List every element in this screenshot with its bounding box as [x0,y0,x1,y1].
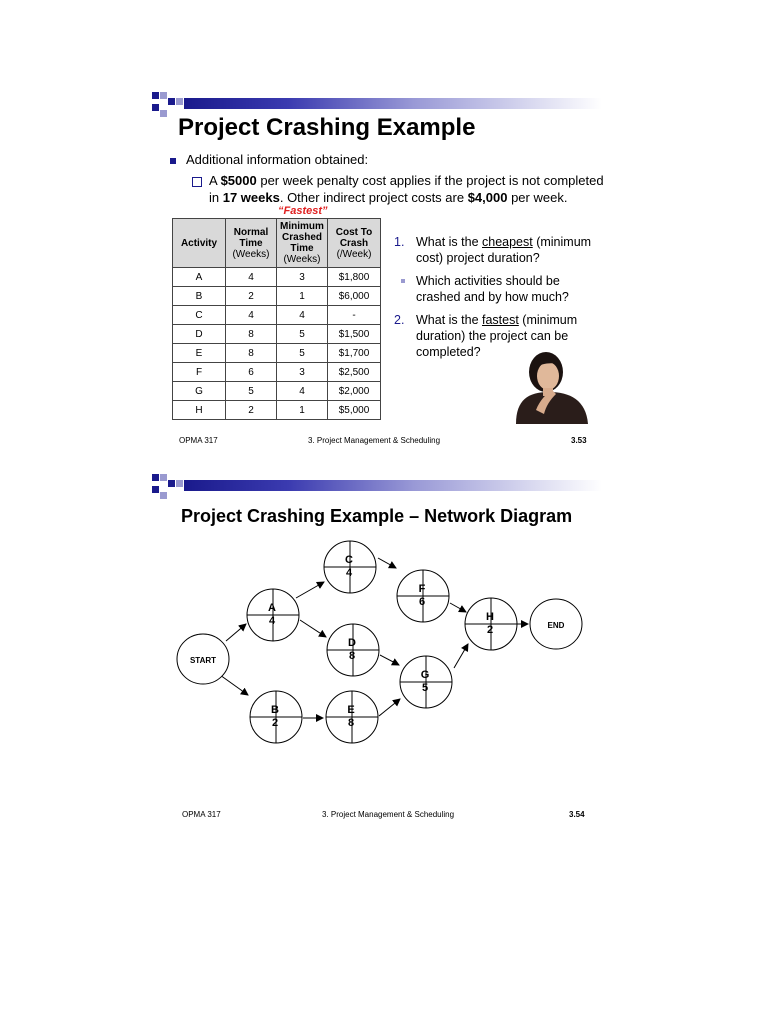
bullet-dot-icon [401,279,405,283]
header-normal-time: Normal Time (Weeks) [226,219,277,268]
header-cost-to-crash: Cost To Crash (/Week) [328,219,381,268]
header-decoration [148,474,610,500]
bullet-square-icon [170,158,176,164]
cell-cost: $1,800 [328,268,381,287]
cell-minimum: 5 [277,325,328,344]
cell-cost: $2,500 [328,363,381,382]
activity-node-d [327,624,379,676]
cell-minimum: 1 [277,401,328,420]
activity-node-c [324,541,376,593]
cell-activity: B [173,287,226,306]
cell-minimum: 3 [277,268,328,287]
cell-activity: F [173,363,226,382]
svg-text:5: 5 [421,682,429,694]
slide-3-54 [148,474,610,826]
cell-cost: $6,000 [328,287,381,306]
cell-normal: 2 [226,401,277,420]
cell-normal: 8 [226,344,277,363]
svg-text:8: 8 [347,717,355,729]
cell-normal: 4 [226,268,277,287]
cell-minimum: 4 [277,306,328,325]
table-row [173,344,381,363]
table-row [173,382,381,401]
footer-chapter: 3. Project Management & Scheduling [322,810,455,819]
activity-node-b [250,691,302,743]
cell-cost: - [328,306,381,325]
penalty-info-bullet: A $5000 per week penalty cost applies if the project is not completed in 17 weeks. Other indirect project costs are $4,000 per week. [192,172,612,206]
start-node [177,634,229,684]
svg-text:C: C [345,554,353,566]
footer-page-number: 3.53 [571,436,587,445]
svg-text:START: START [189,656,217,665]
table-row [173,401,381,420]
hollow-square-icon [192,177,202,187]
cell-normal: 6 [226,363,277,382]
svg-text:2: 2 [486,624,494,636]
svg-text:2: 2 [271,717,279,729]
svg-text:4: 4 [268,615,276,627]
slide-title: Project Crashing Example [178,114,476,141]
svg-text:G: G [420,669,430,681]
cell-activity: A [173,268,226,287]
cell-activity: E [173,344,226,363]
footer-page-number: 3.54 [569,810,585,819]
question-1-subbullet: Which activities should be crashed and by how much? [416,273,616,305]
slide-3-53 [148,92,610,452]
svg-text:B: B [271,704,279,716]
table-row [173,363,381,382]
table-header-row [173,219,381,268]
svg-text:F: F [418,583,426,595]
network-diagram [148,534,610,764]
cell-cost: $2,000 [328,382,381,401]
fastest-annotation: “Fastest” [278,205,328,217]
thinking-woman-image [506,350,592,424]
header-minimum-time: Minimum Crashed Time (Weeks) [277,219,328,268]
svg-text:E: E [347,704,355,716]
footer-course: OPMA 317 [179,436,218,445]
question-1: 1. What is the cheapest (minimum cost) project duration? [394,235,592,265]
cell-minimum: 1 [277,287,328,306]
activity-node-f [397,570,449,622]
table-row [173,306,381,325]
cell-minimum: 3 [277,363,328,382]
footer-course: OPMA 317 [182,810,221,819]
end-node [530,599,582,649]
cell-minimum: 4 [277,382,328,401]
activity-node-g [400,656,452,708]
svg-text:END: END [547,621,565,630]
bullet-additional-info: Additional information obtained: [170,152,368,167]
table-row [173,325,381,344]
cell-activity: C [173,306,226,325]
cell-cost: $1,500 [328,325,381,344]
activity-node-e [326,691,378,743]
activity-node-a [247,589,299,641]
table-row [173,268,381,287]
table-row [173,287,381,306]
cell-activity: H [173,401,226,420]
cell-activity: D [173,325,226,344]
cell-normal: 2 [226,287,277,306]
question-2: 2. What is the fastest (minimum duration) the project can be completed? [394,313,578,359]
svg-text:H: H [486,611,494,623]
cell-normal: 5 [226,382,277,401]
svg-text:4: 4 [345,567,353,579]
svg-text:6: 6 [418,596,426,608]
slide-title: Project Crashing Example – Network Diagram [181,506,573,526]
cell-normal: 8 [226,325,277,344]
crash-table [172,218,381,420]
cell-minimum: 5 [277,344,328,363]
footer-chapter: 3. Project Management & Scheduling [308,436,441,445]
cell-cost: $5,000 [328,401,381,420]
svg-text:8: 8 [348,650,356,662]
cell-activity: G [173,382,226,401]
svg-text:D: D [348,637,356,649]
cell-normal: 4 [226,306,277,325]
header-activity: Activity [173,219,226,268]
activity-node-h [465,598,517,650]
svg-text:A: A [268,602,276,614]
cell-cost: $1,700 [328,344,381,363]
